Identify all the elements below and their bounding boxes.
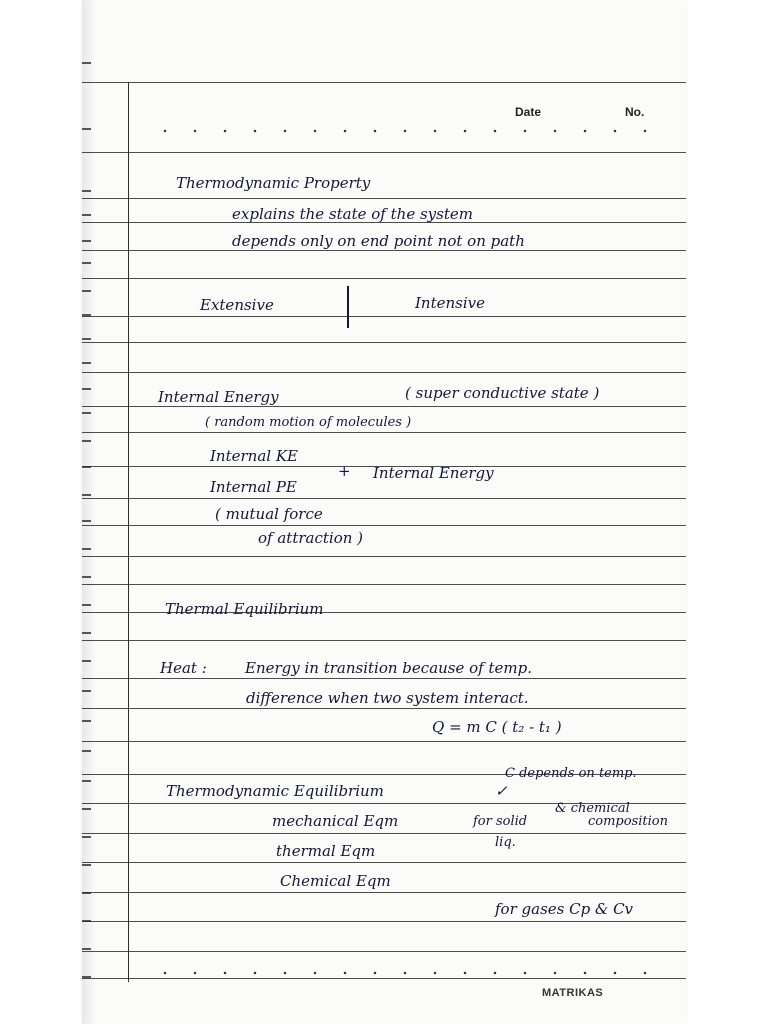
plus-sign: + bbox=[338, 462, 351, 480]
binding-tick bbox=[82, 720, 91, 722]
binding-tick bbox=[82, 412, 91, 414]
binding-tick bbox=[82, 128, 91, 130]
ruled-line bbox=[82, 678, 686, 679]
note-heat-def1: Energy in transition because of temp. bbox=[245, 659, 532, 677]
binding-tick bbox=[82, 604, 91, 606]
binding-tick bbox=[82, 632, 91, 634]
note-chemical: & chemical bbox=[555, 801, 630, 816]
note-composition: composition bbox=[588, 814, 668, 829]
binding-tick bbox=[82, 836, 91, 838]
formula-heat: Q = m C ( t₂ - t₁ ) bbox=[432, 718, 562, 736]
binding-tick bbox=[82, 388, 91, 390]
binding-tick bbox=[82, 520, 91, 522]
note-explains: explains the state of the system bbox=[232, 205, 473, 223]
dotted-line bbox=[150, 129, 670, 133]
binding-tick bbox=[82, 262, 91, 264]
dotted-line bbox=[150, 971, 670, 975]
binding-tick bbox=[82, 362, 91, 364]
divider-stroke bbox=[347, 286, 349, 328]
ruled-line bbox=[82, 316, 686, 317]
note-super-conductive: ( super conductive state ) bbox=[405, 384, 600, 402]
bottom-rule bbox=[82, 978, 686, 979]
ruled-line bbox=[82, 198, 686, 199]
ruled-line bbox=[82, 342, 686, 343]
binding-tick bbox=[82, 750, 91, 752]
label-heat: Heat : bbox=[160, 659, 207, 677]
ruled-line bbox=[82, 833, 686, 834]
binding-tick bbox=[82, 190, 91, 192]
ruled-line bbox=[82, 525, 686, 526]
ruled-line bbox=[82, 278, 686, 279]
ruled-line bbox=[82, 921, 686, 922]
note-of-attraction: of attraction ) bbox=[258, 529, 363, 547]
binding-tick bbox=[82, 290, 91, 292]
note-thermal-eqm: thermal Eqm bbox=[276, 842, 376, 860]
ruled-line bbox=[82, 406, 686, 407]
note-heat-def2: difference when two system interact. bbox=[246, 689, 529, 707]
binding-tick bbox=[82, 864, 91, 866]
heading-thermal-equilibrium: Thermal Equilibrium bbox=[165, 600, 324, 618]
note-internal-pe: Internal PE bbox=[210, 478, 297, 496]
binding-tick bbox=[82, 576, 91, 578]
ruled-line bbox=[82, 152, 686, 153]
notebook-page bbox=[82, 0, 686, 1024]
note-liq: liq. bbox=[495, 835, 516, 850]
checkmark-icon: ✓ bbox=[495, 782, 508, 800]
heading-internal-energy: Internal Energy bbox=[158, 388, 279, 406]
ruled-line bbox=[82, 640, 686, 641]
note-gases: for gases Cp & Cv bbox=[495, 900, 634, 918]
note-depends: depends only on end point not on path bbox=[232, 232, 525, 250]
ruled-line bbox=[82, 498, 686, 499]
margin-line bbox=[128, 82, 129, 982]
binding-tick bbox=[82, 240, 91, 242]
binding-tick bbox=[82, 62, 91, 64]
note-chemical-eqm: Chemical Eqm bbox=[280, 872, 391, 890]
ruled-line bbox=[82, 951, 686, 952]
note-c-depends: C depends on temp. bbox=[505, 766, 637, 781]
label-intensive: Intensive bbox=[415, 294, 485, 312]
ruled-line bbox=[82, 892, 686, 893]
ruled-line bbox=[82, 862, 686, 863]
ruled-line bbox=[82, 584, 686, 585]
note-mechanical-eqm: mechanical Eqm bbox=[272, 812, 399, 830]
binding-tick bbox=[82, 808, 91, 810]
ruled-line bbox=[82, 708, 686, 709]
note-internal-energy-sum: Internal Energy bbox=[373, 464, 494, 482]
note-internal-ke: Internal KE bbox=[210, 447, 298, 465]
binding-tick bbox=[82, 214, 91, 216]
ruled-line bbox=[82, 741, 686, 742]
heading-thermodynamic-property: Thermodynamic Property bbox=[176, 174, 371, 192]
binding-strip bbox=[82, 0, 94, 1024]
binding-tick bbox=[82, 780, 91, 782]
binding-tick bbox=[82, 440, 91, 442]
label-extensive: Extensive bbox=[200, 296, 274, 314]
ruled-line bbox=[82, 432, 686, 433]
heading-thermodynamic-equilibrium: Thermodynamic Equilibrium bbox=[166, 782, 384, 800]
note-for-solid: for solid bbox=[473, 814, 528, 829]
top-rule bbox=[82, 82, 686, 83]
brand-logo: MATRIKAS bbox=[542, 987, 604, 999]
ruled-line bbox=[82, 250, 686, 251]
ruled-line bbox=[82, 372, 686, 373]
ruled-line bbox=[82, 556, 686, 557]
note-mutual-force: ( mutual force bbox=[215, 505, 323, 523]
binding-tick bbox=[82, 690, 91, 692]
binding-tick bbox=[82, 494, 91, 496]
no-label: No. bbox=[625, 105, 645, 119]
note-random-motion: ( random motion of molecules ) bbox=[205, 415, 412, 430]
binding-tick bbox=[82, 338, 91, 340]
binding-tick bbox=[82, 548, 91, 550]
binding-tick bbox=[82, 660, 91, 662]
binding-tick bbox=[82, 948, 91, 950]
date-label: Date bbox=[515, 105, 542, 119]
